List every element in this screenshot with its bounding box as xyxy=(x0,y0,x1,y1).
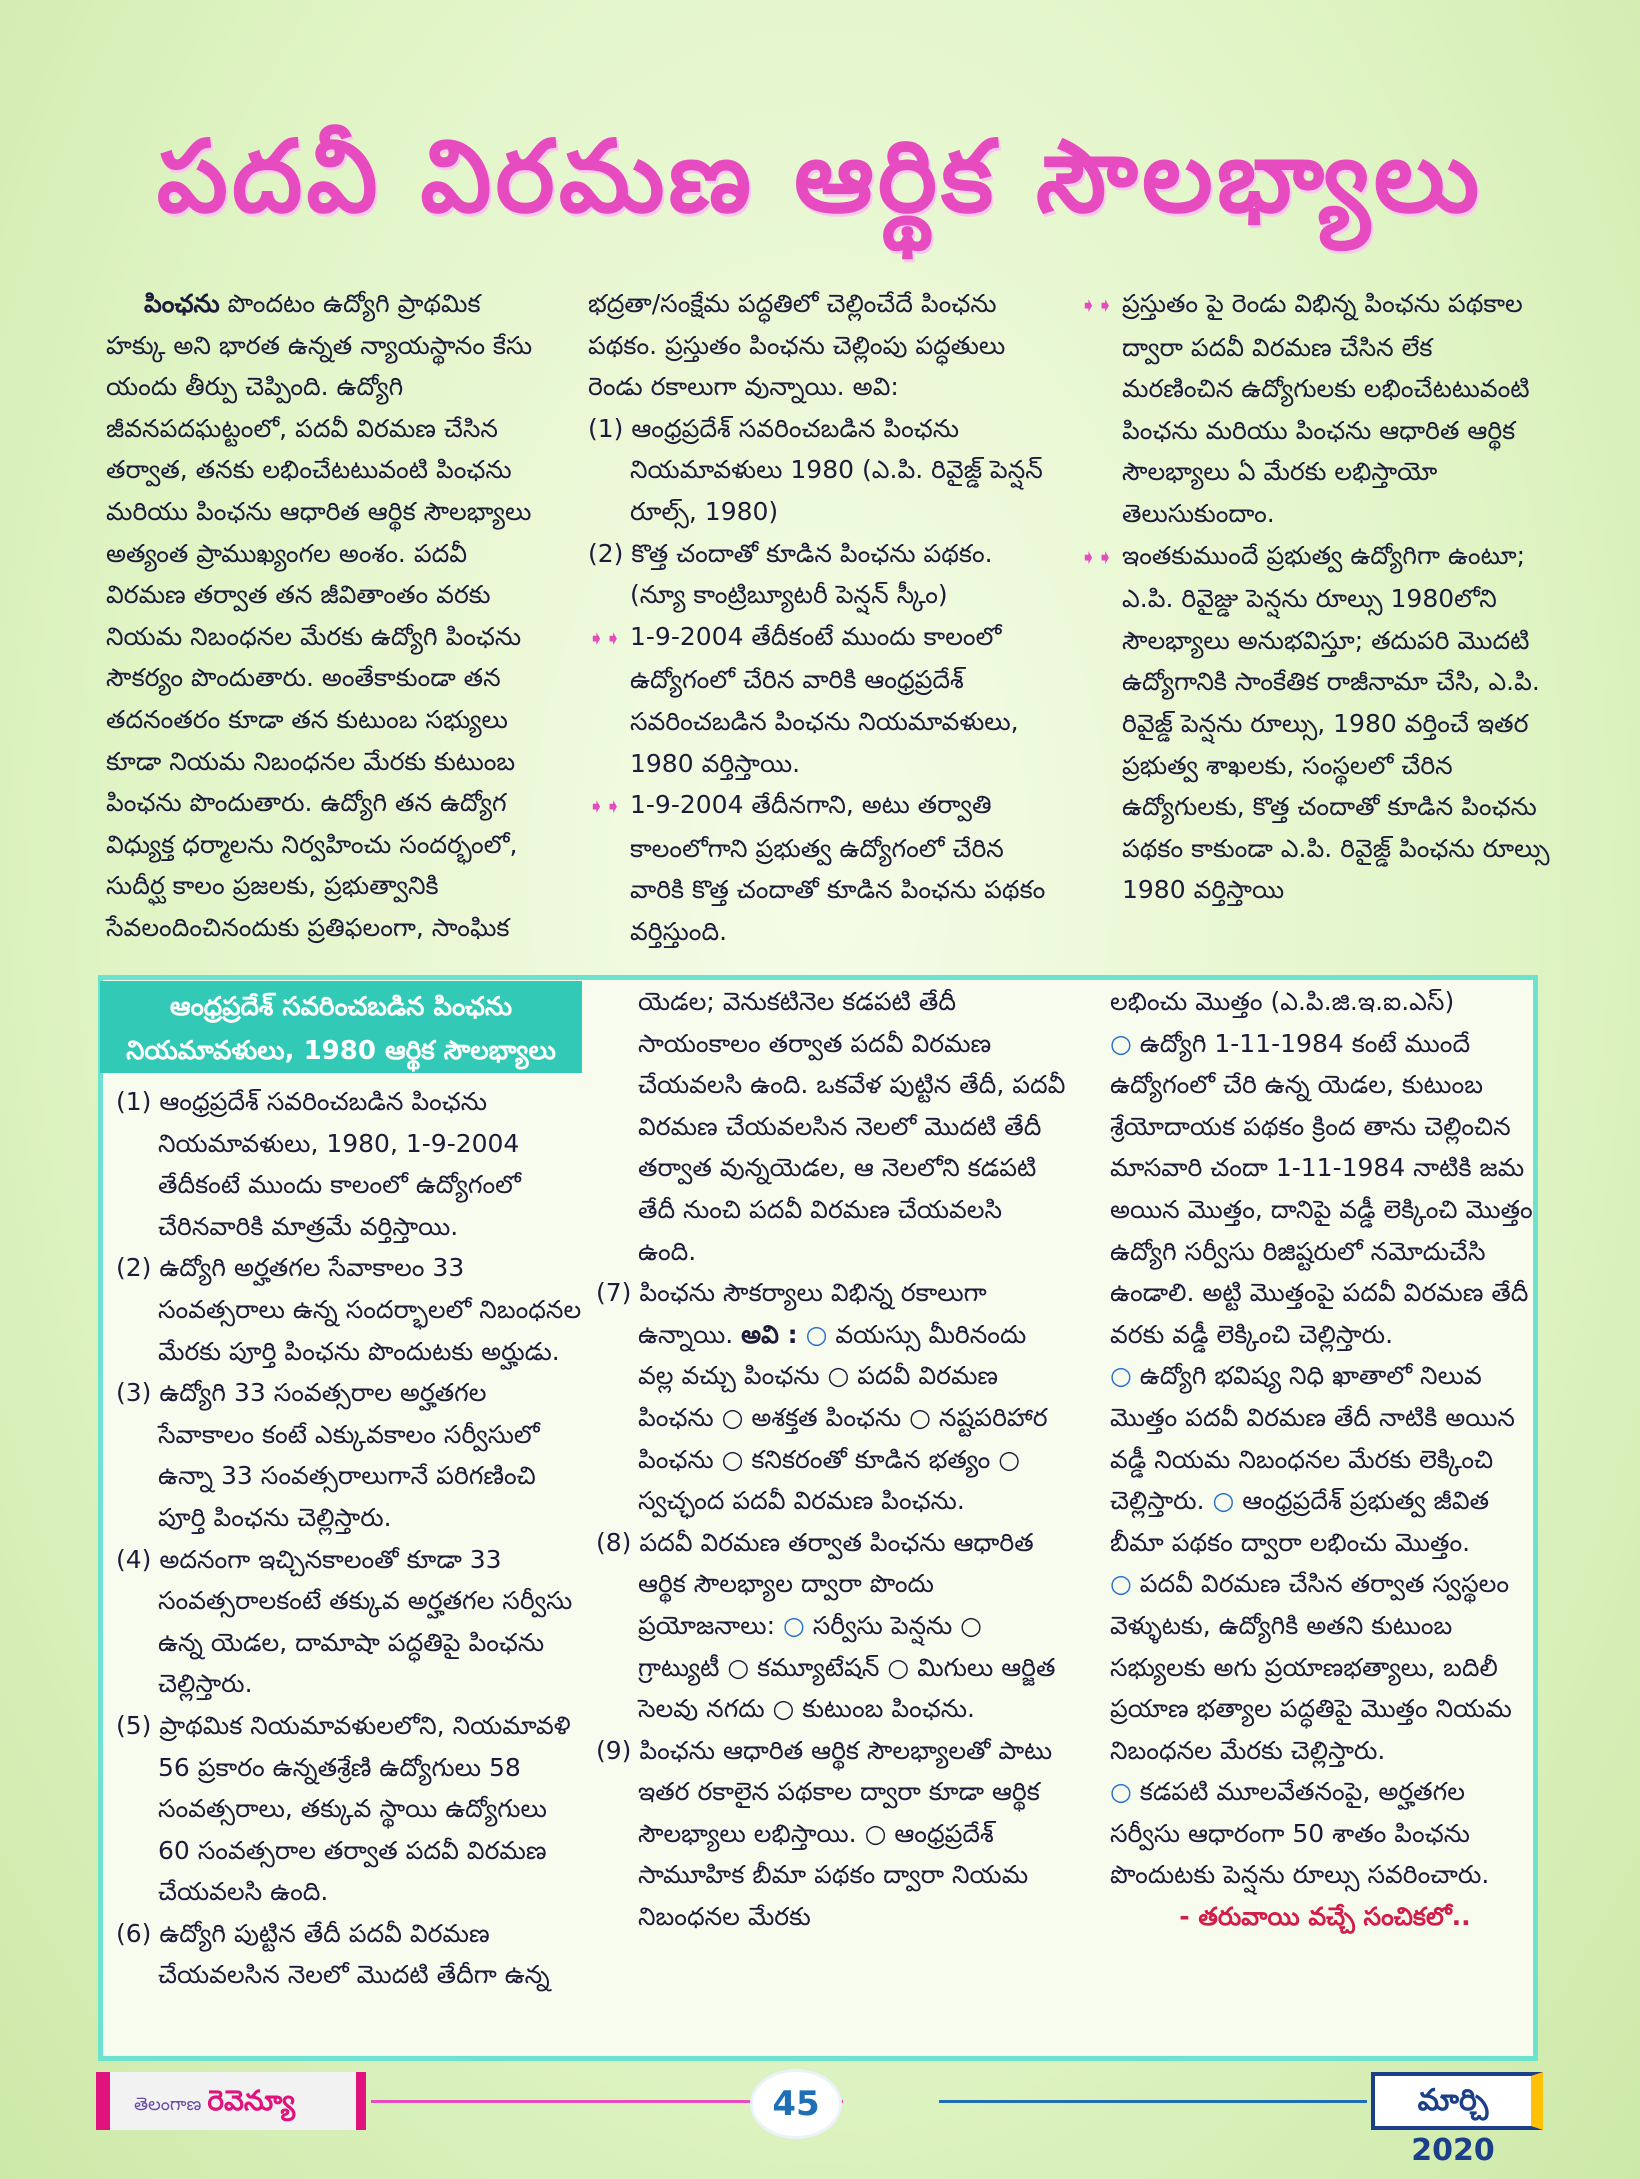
circle-bullet-icon: ○ xyxy=(1110,1361,1132,1391)
box-point-9: (9) పింఛను ఆధారిత ఆర్థిక సౌలభ్యాలతో పాటు ఇతర రకాలైన పథకాల ద్వారా కూడా ఆర్థిక సౌలభ్యాలు లభిస్తాయి. ○ ఆంధ్రప్రదేశ్ సామూహిక బీమా పథకం ద్వారా నియమ నిబంధనల మేరకు xyxy=(596,1735,1053,1932)
pension-type-1: (1) ఆంధ్రప్రదేశ్ సవరించబడిన పింఛను నియమావళులు 1980 (ఎ.పి. రివైజ్డ్ పెన్షన్ రూల్స్, 1980) xyxy=(588,413,1043,526)
page-title: పదవీ విరమణ ఆర్థిక సౌలభ్యాలు xyxy=(156,118,1484,235)
box-point-5: (5) ప్రాథమిక నియమావళులలోని, నియమావళి 56 ప్రకారం ఉన్నతశ్రేణి ఉద్యోగులు 58 సంవత్సరాలు, తక్కువ స్థాయి ఉద్యోగులు 60 సంవత్సరాల తర్వాత పదవీ విరమణ చేయవలసి ఉంది. xyxy=(116,1710,571,1907)
column-2-intro: భద్రతా/సంక్షేమ పద్ధతిలో చెల్లించేదే పింఛను పథకం. ప్రస్తుతం పింఛను చెల్లింపు పద్ధతులు రెండు రకాలుగా వున్నాయి. అవి: xyxy=(588,289,1006,402)
page-number: 45 xyxy=(750,2069,842,2139)
column-1-text: పొందటం ఉద్యోగి ప్రాథమిక హక్కు అని భారత ఉన్నత న్యాయస్థానం కేసు యందు తీర్పు చెప్పింది. ఉద్యోగి జీవనపదఘట్టంలో, పదవీ విరమణ చేసిన తర్వాత, తనకు లభించేటటువంటి పింఛను మరియు పింఛను ఆధారిత ఆర్థిక సౌలభ్యాలు అత్యంత ప్రాముఖ్యంగల అంశం. పదవీ విరమణ తర్వాత తన జీవితాంతం వరకు నియమ నిబంధనల మేరకు ఉద్యోగి పింఛను సౌకర్యం పొందుతారు. అంతేకాకుండా తన తదనంతరం కూడా తన కుటుంబ సభ్యులు కూడా నియమ నిబంధనల మేరకు కుటుంబ పింఛను పొందుతారు. ఉద్యోగి తన ఉద్యోగ విధ్యుక్త ధర్మాలను నిర్వహించు సందర్భంలో, సుదీర్ఘ కాలం ప్రజలకు, ప్రభుత్వానికి సేవలందించినందుకు ప్రతిఫలంగా, సాంఘిక xyxy=(106,289,533,942)
box-3-item-gpf: ○ ఉద్యోగి భవిష్య నిధి ఖాతాలో నిలువ మొత్తం పదవీ విరమణ తేదీ నాటికి అయిన వడ్డీ నియమ నిబంధనల మేరకు లెక్కించి చెల్లిస్తారు. ○ ఆంధ్రప్రదేశ్ ప్రభుత్వ జీవిత బీమా పథకం ద్వారా లభించు మొత్తం. xyxy=(1110,1361,1515,1557)
box-point-4: (4) అదనంగా ఇచ్చినకాలంతో కూడా 33 సంవత్సరాలకంటే తక్కువ అర్హతగల సర్వీసు ఉన్న యెడల, దామాషా పద్ధతిపై పింఛను చెల్లిస్తారు. xyxy=(116,1544,573,1699)
box-3-cont: లభించు మొత్తం (ఎ.పి.జి.ఇ.ఐ.ఎస్) xyxy=(1110,987,1455,1016)
box-point-3: (3) ఉద్యోగి 33 సంవత్సరాల అర్హతగల సేవాకాలం కంటే ఎక్కువకాలం సర్వీసులో ఉన్నా 33 సంవత్సరాలుగానే పరిగణించి పూర్తి పింఛను చెల్లిస్తారు. xyxy=(116,1378,540,1532)
circle-bullet-icon: ○ xyxy=(1110,1028,1132,1058)
magazine-brand: తెలంగాణ రెవెన్యూ xyxy=(96,2072,366,2130)
column-2 xyxy=(588,283,1048,953)
box-3-item-fbf: ○ ఉద్యోగి 1-11-1984 కంటే ముందే ఉద్యోగంలో చేరి ఉన్న యెడల, కుటుంబ శ్రేయోదాయక పథకం క్రింద తాను చెల్లించిన మాసవారి చందా 1-11-1984 నాటికి జమ అయిన మొత్తం, దానిపై వడ్డీ లెక్కించి మొత్తం ఉద్యోగి సర్వీసు రిజిష్టరులో నమోదుచేసి ఉండాలి. అట్టి మొత్తంపై పదవీ విరమణ తేదీ వరకు వడ్డీ లెక్కించి చెల్లిస్తారు. xyxy=(1110,1028,1533,1349)
box-point-1: (1) ఆంధ్రప్రదేశ్ సవరించబడిన పింఛను నియమావళులు, 1980, 1-9-2004 తేదీకంటే ముందు కాలంలో ఉద్యోగంలో చేరినవారికి మాత్రమే వర్తిస్తాయి. xyxy=(116,1087,521,1241)
box-point-6: (6) ఉద్యోగి పుట్టిన తేదీ పదవీ విరమణ చేయవలసిన నెలలో మొదటి తేదీగా ఉన్న xyxy=(116,1918,550,1990)
circle-bullet-icon: ○ xyxy=(1212,1486,1235,1516)
bullet-intro: ➧➧ ప్రస్తుతం పై రెండు విభిన్న పింఛను పథకాల ద్వారా పదవీ విరమణ చేసిన లేక మరణించిన ఉద్యోగులకు లభించేటటువంటి పింఛను మరియు పింఛను ఆధారిత ఆర్థిక సౌలభ్యాలు ఏ మేరకు లభిస్తాయో తెలుసుకుందాం. xyxy=(1080,283,1550,535)
bullet-before-2004: ➧➧ 1-9-2004 తేదీకంటే ముందు కాలంలో ఉద్యోగంలో చేరిన వారికి ఆంధ్రప్రదేశ్ సవరించబడిన పింఛను నియమావళులు, 1980 వర్తిస్తాయి. xyxy=(588,616,1048,784)
column-3 xyxy=(1080,283,1550,911)
box-point-2: (2) ఉద్యోగి అర్హతగల సేవాకాలం 33 సంవత్సరాలు ఉన్న సందర్భాలలో నిబంధనల మేరకు పూర్తి పింఛను పొందుటకు అర్హుడు. xyxy=(116,1253,582,1366)
footer-rule-right xyxy=(939,2100,1367,2103)
circle-bullet-icon: ○ xyxy=(1110,1777,1132,1807)
info-box-heading: ఆంధ్రప్రదేశ్ సవరించబడిన పింఛను నియమావళులు, 1980 ఆర్థిక సౌలభ్యాలు xyxy=(100,981,582,1073)
box-3-item-50pct: ○ కడపటి మూలవేతనంపై, అర్హతగల సర్వీసు ఆధారంగా 50 శాతం పింఛను పొందుటకు పెన్షను రూల్సు సవరించారు. xyxy=(1110,1777,1490,1890)
box-column-2 xyxy=(596,981,1066,1938)
continued-note: - తరువాయి వచ్చే సంచికలో.. xyxy=(1179,1902,1471,1932)
box-point-7: (7) పింఛను సౌకర్యాలు విభిన్న రకాలుగా ఉన్నాయి. అవి : ○ వయస్సు మీరినందు వల్ల వచ్చు పింఛను ○ పదవీ విరమణ పింఛను ○ అశక్తత పింఛను ○ నష్టపరిహార పింఛను ○ కనికరంతో కూడిన భత్యం ○ స్వచ్ఛంద పదవీ విరమణ పింఛను. xyxy=(596,1278,1048,1516)
arrow-bullet-icon: ➧➧ xyxy=(1080,544,1114,569)
box-column-1 xyxy=(116,1081,586,1996)
lead-word: పింఛను xyxy=(144,289,220,318)
column-1 xyxy=(106,283,546,949)
box-point-8: (8) పదవీ విరమణ తర్వాత పింఛను ఆధారిత ఆర్థిక సౌలభ్యాల ద్వారా పొందు ప్రయోజనాలు: ○ సర్వీసు పెన్షను ○ గ్రాట్యుటీ ○ కమ్యూటేషన్ ○ మిగులు ఆర్జిత సెలవు నగదు ○ కుటుంబ పింఛను. xyxy=(596,1527,1056,1724)
circle-bullet-icon: ○ xyxy=(1110,1569,1132,1599)
circle-bullet-icon: ○ xyxy=(805,1319,828,1349)
box-point-6-cont: యెడల; వెనుకటినెల కడపటి తేదీ సాయంకాలం తర్వాత పదవీ విరమణ చేయవలసి ఉంది. ఒకవేళ పుట్టిన తేదీ, పదవీ విరమణ చేయవలసిన నెలలో మొదటి తేదీ తర్వాత వున్నయెడల, ఆ నెలలోని కడపటి తేదీ నుంచి పదవీ విరమణ చేయవలసి ఉంది. xyxy=(638,987,1066,1266)
issue-date: మార్చి 2020 xyxy=(1371,2072,1543,2130)
box-3-item-travel: ○ పదవీ విరమణ చేసిన తర్వాత స్వస్థలం వెళ్ళుటకు, ఉద్యోగికి అతని కుటుంబ సభ్యులకు అగు ప్రయాణభత్యాలు, బదిలీ ప్రయాణ భత్యాల పద్ధతిపై మొత్తం నియమ నిబంధనల మేరకు చెల్లిస్తారు. xyxy=(1110,1569,1512,1765)
pension-type-2: (2) కొత్త చందాతో కూడిన పింఛను పథకం. (న్యూ కాంట్రిబ్యూటరీ పెన్షన్ స్కీం) xyxy=(588,538,993,610)
bullet-technical-resignation: ➧➧ ఇంతకుముందే ప్రభుత్వ ఉద్యోగిగా ఉంటూ; ఎ.పి. రివైజ్డు పెన్షను రూల్సు 1980లోని సౌలభ్యాలు అనుభవిస్తూ; తదుపరి మొదటి ఉద్యోగానికి సాంకేతిక రాజీనామా చేసి, ఎ.పి. రివైజ్డ్ పెన్షను రూల్సు, 1980 వర్తించే ఇతర ప్రభుత్వ శాఖలకు, సంస్థలలో చేరిన ఉద్యోగులకు, కొత్త చందాతో కూడిన పింఛను పథకం కాకుండా ఎ.పి. రివైజ్డ్ పింఛను రూల్సు 1980 వర్తిస్తాయి xyxy=(1080,535,1550,911)
arrow-bullet-icon: ➧➧ xyxy=(588,625,622,650)
circle-bullet-icon: ○ xyxy=(782,1610,805,1640)
arrow-bullet-icon: ➧➧ xyxy=(588,794,622,819)
box-column-3 xyxy=(1110,981,1540,1938)
arrow-bullet-icon: ➧➧ xyxy=(1080,293,1114,317)
bullet-after-2004: ➧➧ 1-9-2004 తేదీనగాని, అటు తర్వాతి కాలంలోగాని ప్రభుత్వ ఉద్యోగంలో చేరిన వారికి కొత్త చందాతో కూడిన పింఛను పథకం వర్తిస్తుంది. xyxy=(588,784,1048,952)
